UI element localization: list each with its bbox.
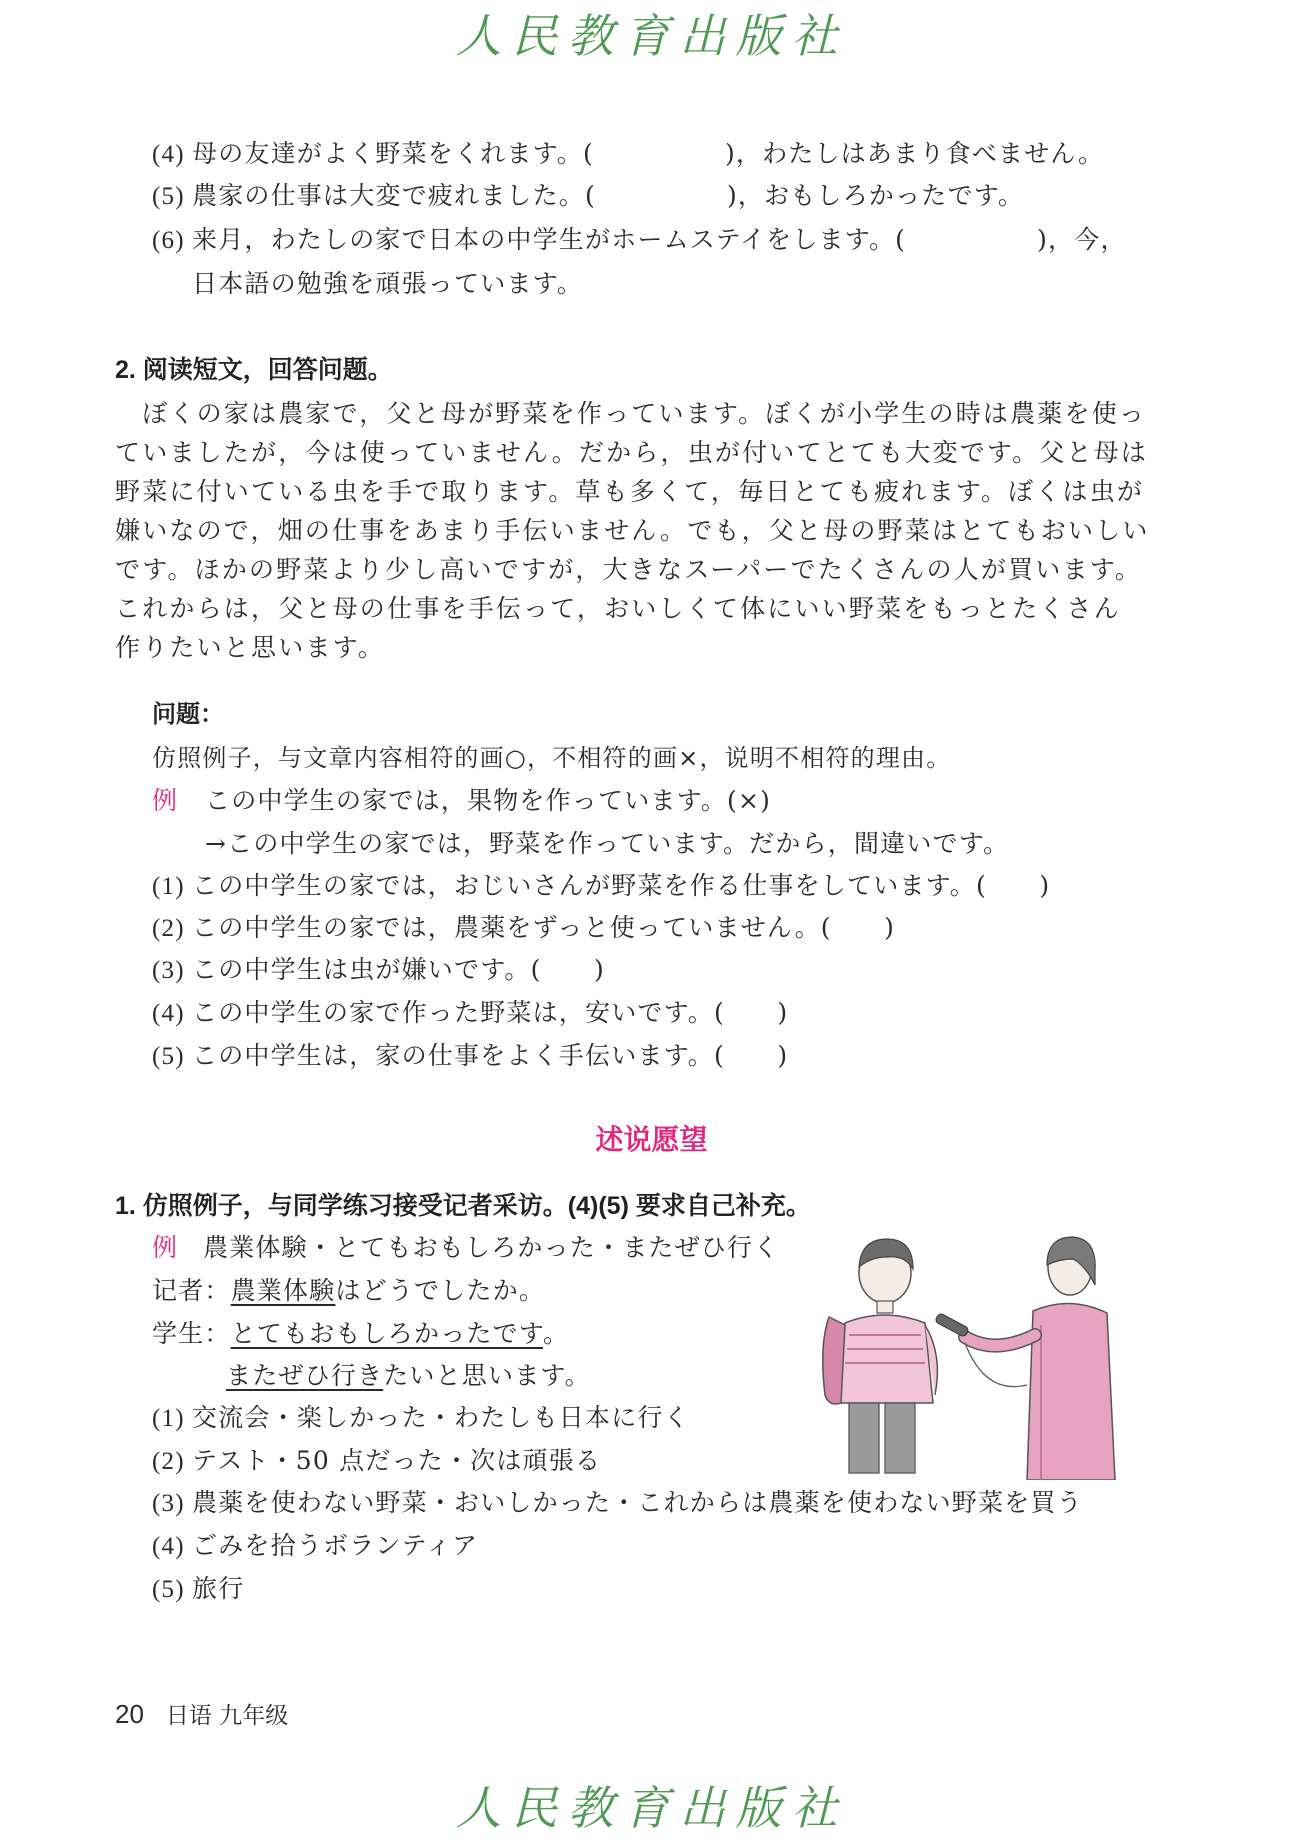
item-text: 農薬を使わない野菜・おいしかった・これからは農薬を使わない野菜を買う <box>192 1488 1083 1517</box>
item-number: (5) <box>152 1576 185 1603</box>
section-title: 述说愿望 <box>595 1124 708 1155</box>
student-line <box>152 1316 569 1352</box>
question-number: (4) <box>152 1000 185 1027</box>
passage-line: です。ほかの野菜より少し高いですが，大きなスーパーでたくさんの人が買います。 <box>115 555 1143 584</box>
wish-heading: 1. 仿照例子，与同学练习接受记者采访。(4)(5) 要求自己补充。 <box>115 1192 811 1220</box>
wish-example-row <box>152 1230 779 1266</box>
question-5 <box>152 1038 788 1075</box>
reading-heading: 2. 阅读短文，回答问题。 <box>115 356 393 384</box>
student2-rest: たいと思います。 <box>383 1361 591 1390</box>
question-text: この中学生は虫が嫌いです。( ) <box>192 955 605 984</box>
question-label: 问题： <box>152 701 224 728</box>
question-1 <box>152 868 1050 905</box>
question-number: (2) <box>152 915 185 942</box>
question-text: この中学生の家では，おじいさんが野菜を作る仕事をしています。( ) <box>192 871 1051 900</box>
item-text: 交流会・楽しかった・わたしも日本に行く <box>192 1403 690 1432</box>
top-item-6-continued <box>192 266 583 302</box>
student-line-2 <box>226 1358 591 1394</box>
publisher-logo-top: 人民教育出版社 <box>455 9 848 63</box>
item-text: テスト・50 点だった・次は頑張る <box>192 1446 602 1475</box>
question-number: (1) <box>152 873 185 900</box>
student-rest: 。 <box>543 1319 570 1348</box>
question-text: この中学生の家で作った野菜は，安いです。( ) <box>192 998 789 1027</box>
reading-passage <box>115 394 1150 667</box>
question-number: (5) <box>152 1043 185 1070</box>
wish-item-3 <box>152 1485 1083 1522</box>
top-item-4 <box>152 136 1104 173</box>
student-figure <box>823 1239 938 1473</box>
item-number: (5) <box>152 183 185 210</box>
passage-line: 作りたいと思います。 <box>115 633 386 662</box>
wish-item-2 <box>152 1443 601 1480</box>
item-number: (4) <box>152 141 185 168</box>
item-number: (6) <box>152 227 185 254</box>
item-number: (3) <box>152 1490 185 1517</box>
passage-line: ていましたが，今は使っていません。だから，虫が付いてとても大変です。父と母は <box>115 438 1149 467</box>
passage-line: これからは，父と母の仕事を手伝って，おいしくて体にいい野菜をもっとたくさん <box>115 594 1121 623</box>
wish-item-5 <box>152 1571 244 1608</box>
example-label: 例 <box>152 786 179 815</box>
wish-item-4 <box>152 1528 478 1565</box>
example-answer: →この中学生の家では，野菜を作っています。だから，間違いです。 <box>205 829 1010 858</box>
interview-illustration <box>815 1225 1135 1480</box>
page-footer <box>115 1697 288 1730</box>
passage-line: ぼくの家は農家で，父と母が野菜を作っています。ぼくが小学生の時は農薬を使っ <box>115 399 1147 428</box>
item-text: ごみを拾うボランティア <box>192 1531 479 1560</box>
item-text: 旅行 <box>192 1574 245 1603</box>
example-row <box>152 783 771 819</box>
question-number: (3) <box>152 957 185 984</box>
question-2 <box>152 910 895 947</box>
question-text: この中学生の家では，農薬をずっと使っていません。( ) <box>192 913 896 942</box>
reporter-underlined: 農業体験 <box>230 1276 336 1305</box>
item-number: (4) <box>152 1533 185 1560</box>
wish-item-1 <box>152 1400 690 1437</box>
item-text: 母の友達がよく野菜をくれます。( )，わたしはあまり食べません。 <box>192 139 1105 168</box>
question-instruction: 仿照例子，与文章内容相符的画○，不相符的画×，说明不相符的理由。 <box>152 744 952 772</box>
student2-underlined: またぜひ行き <box>226 1361 384 1390</box>
top-item-6 <box>152 222 1127 259</box>
reporter-label: 记者： <box>152 1276 231 1305</box>
example-label: 例 <box>152 1233 179 1262</box>
item-number: (2) <box>152 1448 185 1475</box>
question-4 <box>152 995 788 1032</box>
question-3 <box>152 952 605 989</box>
top-item-5 <box>152 178 1024 215</box>
student-underlined: とてもおもしろかったです <box>230 1319 544 1348</box>
passage-line: 嫌いなので，畑の仕事をあまり手伝いません。でも，父と母の野菜はとてもおいしい <box>115 516 1150 545</box>
item-number: (1) <box>152 1405 185 1432</box>
passage-line: 野菜に付いている虫を手で取ります。草も多くて，毎日とても疲れます。ぼくは虫が <box>115 477 1145 506</box>
publisher-logo-bottom: 人民教育出版社 <box>455 1781 848 1835</box>
reporter-figure <box>935 1237 1115 1480</box>
student-label: 学生： <box>152 1319 231 1348</box>
item-text: 農家の仕事は大変で疲れました。( )，おもしろかったです。 <box>192 181 1025 210</box>
item-text: 来月，わたしの家で日本の中学生がホームステイをします。( )，今， <box>192 225 1127 254</box>
reporter-line <box>152 1273 545 1309</box>
reporter-rest: はどうでしたか。 <box>335 1276 546 1305</box>
example-text: 農業体験・とてもおもしろかった・またぜひ行く <box>203 1233 780 1262</box>
question-text: この中学生は，家の仕事をよく手伝います。( ) <box>192 1041 789 1070</box>
book-label: 日语 九年级 <box>165 1703 289 1729</box>
item-text: 日本語の勉強を頑張っています。 <box>192 269 584 298</box>
page-number: 20 <box>115 1699 144 1729</box>
example-text: この中学生の家では，果物を作っています。(×) <box>205 786 772 815</box>
